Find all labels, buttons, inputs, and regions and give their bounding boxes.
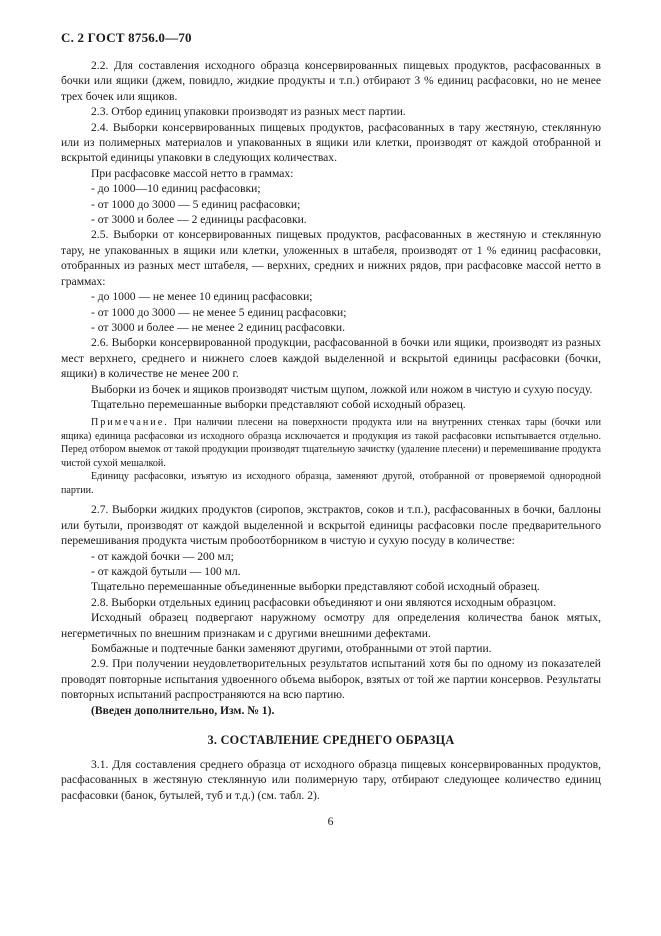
list-item: - до 1000 — не менее 10 единиц расфасовки; [91,290,313,304]
note-label: Примечание. [91,417,169,429]
paragraph-3-1: 3.1. Для составления среднего образца от исходного образца пищевых консервированных продуктов, расфасованных в жестяную стеклянную или полимерную тару, отбирают следующее количество единиц расфасовки (банок, бутылей, туб и т.д.) (см. табл. 2). [61,758,601,802]
note-text: При наличии плесени на поверхности продукта или на внутренних стенках тары (бочки или ящика) единица расфасовки из исходного образца исключается и продукция из такой расфасовки испытывается отдельно. Перед отбором выемок от такой продукции производят тщательную зачистку (удаление плесени) и перемешивание продукта чистой сухой мешалкой. [61,417,601,469]
paragraph-2-4-intro: При расфасовке массой нетто в граммах: [91,166,294,180]
note [61,416,601,470]
paragraph-2-7-b: Тщательно перемешанные объединенные выборки представляют собой исходный образец. [91,580,540,594]
paragraph-2-8-c: Бомбажные и подтечные банки заменяют другими, отобранными от этой партии. [91,642,492,655]
list-item: - от 3000 и более — 2 единицы расфасовки. [91,213,307,227]
paragraph-2-7: 2.7. Выборки жидких продуктов (сиропов, экстрактов, соков и т.п.), расфасованных в бочки, баллоны или бутыли, производят от каждой выделенной и вскрытой единицы расфасовки после предварительного перемешивания продукта чистым пробоотборником в чистую и сухую посуду в количестве: [61,503,601,548]
note-text-2: Единицу расфасовки, изъятую из исходного образца, заменяют другой, отобранной от проверяемой однородной партии. [61,471,601,496]
amendment-note: (Введен дополнительно, Изм. № 1). [91,703,275,717]
page-number: 6 [327,815,334,828]
paragraph-2-6-c: Тщательно перемешанные выборки представляют собой исходный образец. [91,397,466,411]
paragraph-2-4: 2.4. Выборки консервированных пищевых продуктов, расфасованных в тару жестяную, стеклянную или из полимерных материалов и упакованных в ящики или клетки, производят от каждой отобранной и вскрытой единицы упаковки в следующих количествах. [61,120,601,165]
paragraph-2-2: 2.2. Для составления исходного образца консервированных пищевых продуктов, расфасованных в бочки или ящики (джем, повидло, жидкие продукты и т.п.) отбирают 3 % единиц расфасовки, но не менее трех бочек или ящиков. [61,59,601,103]
paragraph-2-8-b: Исходный образец подвергают наружному осмотру для определения количества банок мятых, негерметичных по внешним признакам и с другими внешними дефектами. [61,611,601,640]
paragraph-2-5: 2.5. Выборки от консервированных пищевых продуктов, расфасованных в жестяную и стеклянную тару, не упакованных в ящики или клетки, уложенных в штабеля, производят от 1 % единиц расфасовки, отобранных из разных мест штабеля, — верхних, средних и нижних рядов, при расфасовке массой нетто в граммах: [61,228,601,288]
paragraph-2-6-b: Выборки из бочек и ящиков производят чистым щупом, ложкой или ножом в чистую и сухую посуду. [91,382,593,396]
list-item: - от 1000 до 3000 — 5 единиц расфасовки; [91,197,301,211]
paragraph-2-3: 2.3. Отбор единиц упаковки производят из разных мест партии. [91,105,406,119]
list-item: - от каждой бутыли — 100 мл. [91,564,241,578]
list-item: - от 1000 до 3000 — не менее 5 единиц расфасовки; [91,305,347,319]
list-item: - от каждой бочки — 200 мл; [91,549,234,563]
section-title: 3. СОСТАВЛЕНИЕ СРЕДНЕГО ОБРАЗЦА [207,733,455,748]
page-header: С. 2 ГОСТ 8756.0—70 [61,30,192,45]
paragraph-2-9: 2.9. При получении неудовлетворительных результатов испытаний хотя бы по одному из показателей проводят повторные испытания удвоенного объема выборок, взятых от той же партии консервов. Результаты повторных испытаний распространяются на всю партию. [61,657,601,702]
paragraph-2-6: 2.6. Выборки консервированной продукции, расфасованной в бочки или ящики, производят из разных мест верхнего, среднего и нижнего слоев каждой выделенной и вскрытой единицы расфасовки (бочки, ящики) в количестве не менее 200 г. [61,336,601,381]
list-item: - от 3000 и более — не менее 2 единиц расфасовки. [91,320,346,334]
list-item: - до 1000—10 единиц расфасовки; [91,182,261,196]
paragraph-2-8: 2.8. Выборки отдельных единиц расфасовки объединяют и они являются исходным образцом. [91,595,557,609]
